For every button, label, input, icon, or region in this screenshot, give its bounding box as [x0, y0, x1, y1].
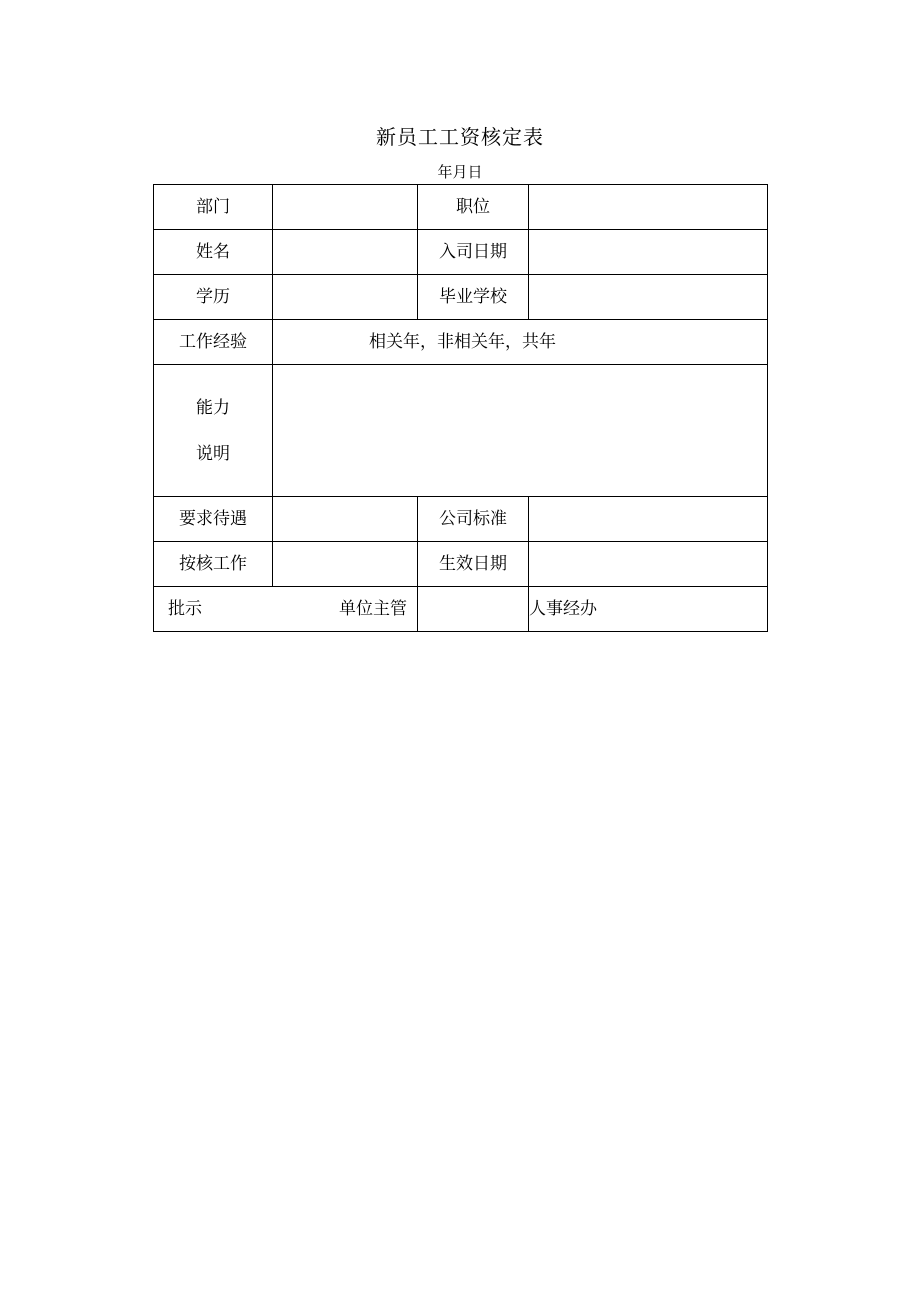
table-row: [154, 542, 768, 587]
requested-pay-label: 要求待遇: [154, 497, 273, 542]
approval-label: 批示: [168, 599, 202, 619]
hr-handler-label: 人事经办: [529, 587, 768, 632]
table-row: [154, 497, 768, 542]
company-standard-label: 公司标准: [418, 497, 529, 542]
unit-supervisor-label: 单位主管: [339, 599, 407, 619]
dept-field[interactable]: [273, 185, 418, 230]
unit-supervisor-field[interactable]: [418, 587, 529, 632]
table-row: [154, 587, 768, 632]
education-field[interactable]: [273, 275, 418, 320]
approved-work-field[interactable]: [273, 542, 418, 587]
table-row: [154, 230, 768, 275]
form-title: 新员工工资核定表: [376, 125, 544, 149]
experience-field[interactable]: 相关年，非相关年，共年: [273, 320, 768, 365]
table-row: [154, 365, 768, 497]
approved-work-label: 按核工作: [154, 542, 273, 587]
name-label: 姓名: [154, 230, 273, 275]
ability-label: [154, 365, 273, 497]
school-label: 毕业学校: [418, 275, 529, 320]
ability-field[interactable]: [273, 365, 768, 497]
position-label: 职位: [418, 185, 529, 230]
join-date-field[interactable]: [529, 230, 768, 275]
table-row: [154, 185, 768, 230]
ability-label-line1: 能力: [196, 397, 230, 418]
name-field[interactable]: [273, 230, 418, 275]
ability-label-line2: 说明: [196, 443, 230, 464]
form-date: 年月日: [437, 163, 483, 181]
dept-label: 部门: [154, 185, 273, 230]
school-field[interactable]: [529, 275, 768, 320]
table-row: [154, 275, 768, 320]
position-field[interactable]: [529, 185, 768, 230]
table-row: [154, 320, 768, 365]
approval-cell: [154, 587, 418, 632]
join-date-label: 入司日期: [418, 230, 529, 275]
company-standard-field[interactable]: [529, 497, 768, 542]
effective-date-label: 生效日期: [418, 542, 529, 587]
salary-approval-table: [153, 184, 768, 632]
experience-label: 工作经验: [154, 320, 273, 365]
effective-date-field[interactable]: [529, 542, 768, 587]
education-label: 学历: [154, 275, 273, 320]
requested-pay-field[interactable]: [273, 497, 418, 542]
